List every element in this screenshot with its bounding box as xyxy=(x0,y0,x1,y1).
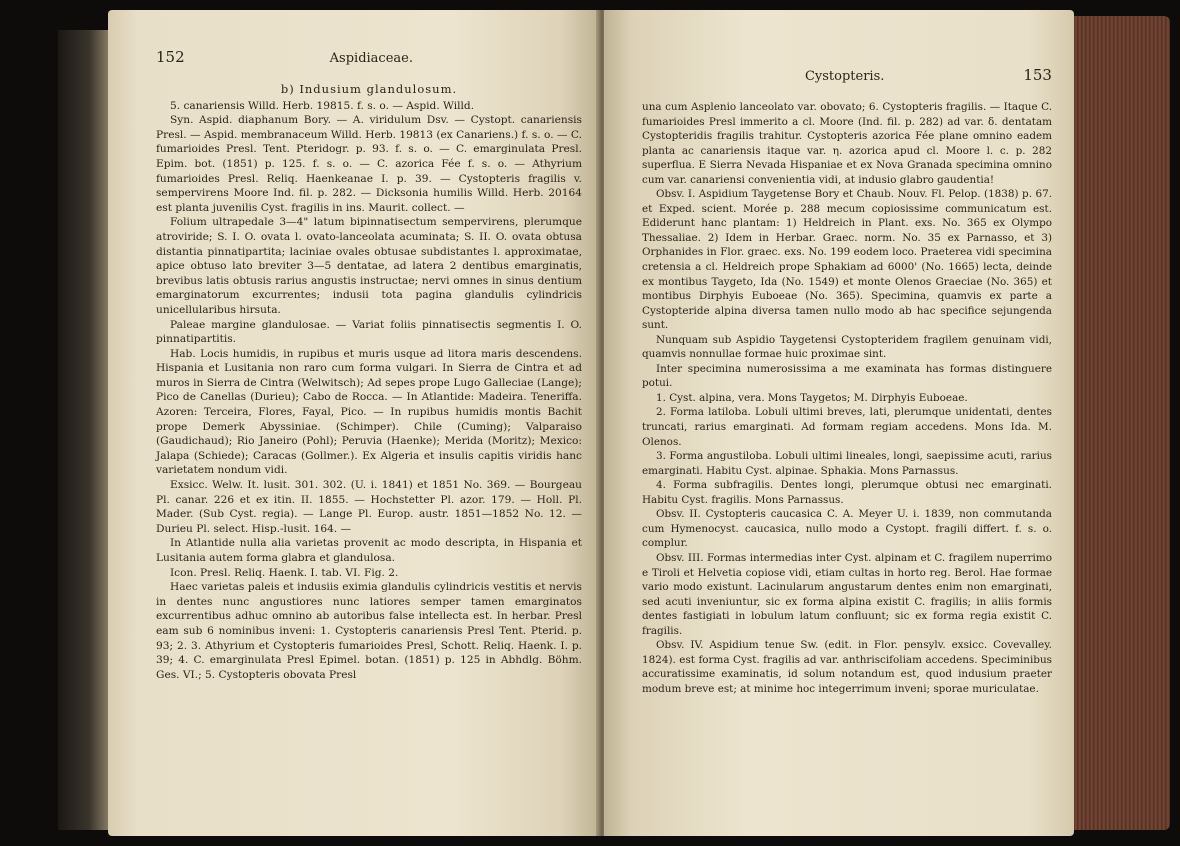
right-paragraph: Nunquam sub Aspidio Taygetensi Cystopteridem fragilem genuinam vidi, quamvis nonnullae formae huic proximae sint. xyxy=(642,333,1052,361)
left-paragraph: Paleae margine glandulosae. — Variat foliis pinnatisectis segmentis I. O. pinnatipartitis. xyxy=(156,318,582,346)
right-paragraph: Obsv. I. Aspidium Taygetense Bory et Chaub. Nouv. Fl. Pelop. (1838) p. 67. et Exped. scient. Morée p. 288 mecum copiosissime communicatum est. Ediderunt hanc plantam: 1) Heldreich in Plant. exs. No. 365 ex Olympo Thessaliae. 2) Idem in Herbar. Graec. norm. No. 35 ex Parnasso, et 3) Orphanides in Flor. graec. exs. No. 199 eodem loco. Praeterea vidi specimina cretensia a cl. Heldreich prope Sphakiam ad 6000' (No. 1665) lecta, deinde ex montibus Taygeto, Ida (No. 1549) et monte Olenos Graeciae (No. 365) et montibus Dirphyis Euboeae (No. 365). Specimina, quamvis ex parte a Cystopteride alpina diversa tamen nullo modo ab hac specifice sejungenda sunt. xyxy=(642,188,1052,332)
right-page xyxy=(604,10,1074,836)
right-page-number: 153 xyxy=(1023,66,1052,84)
left-paragraph: In Atlantide nulla alia varietas provenit ac modo descripta, in Hispania et Lusitania autem forma glabra et glandulosa. xyxy=(156,537,582,564)
right-paragraph: 4. Forma subfragilis. Dentes longi, plerumque obtusi nec emarginati. Habitu Cyst. fragilis. Mons Parnassus. xyxy=(642,479,1052,506)
right-paragraph: Obsv. IV. Aspidium tenue Sw. (edit. in Flor. pensylv. exsicc. Covevalley. 1824). est forma Cyst. fragilis ad var. anthriscifoliam accedens. Speciminibus accuratissime examinatis, id solum notandum est, quod indusium praeter modum breve est; at minime hoc integerrimum inveni; sporae muriculatae. xyxy=(642,639,1052,695)
left-paragraph: Syn. Aspid. diaphanum Bory. — A. viridulum Dsv. — Cystopt. canariensis Presl. — Aspid. membranaceum Willd. Herb. 19813 (ex Canariens.) f. s. o. — C. fumarioides Presl. Tent. Pteridogr. p. 93. f. s. o. — C. emarginulata Presl. Epim. bot. (1851) p. 125. f. s. o. — C. azorica Fée f. s. o. — Athyrium fumarioides Presl. Reliq. Haenkeanae I. p. 39. — Cystopteris fragilis v. sempervirens Moore Ind. fil. p. 282. — Dicksonia humilis Willd. Herb. 20164 est planta juvenilis Cyst. fragilis in ins. Maurit. collect. — xyxy=(156,114,582,214)
right-paragraph: una cum Asplenio lanceolato var. obovato; 6. Cystopteris fragilis. — Itaque C. fumarioides Presl immerito a cl. Moore (Ind. fil. p. 282) ad var. δ. dentatam Cystopteridis fragilis trahitur. Cystopteris azorica Fée plane omnino eadem planta ac canariensis itaque var. η. azorica apud cl. Moore l. c. p. 282 superflua. E Sierra Nevada Hispaniae et ex Nova Granada specimina omnino cum var. canariensi convenientia vidi, at indusio glabro gaudentia! xyxy=(642,101,1052,186)
left-paragraph: Icon. Presl. Reliq. Haenk. I. tab. VI. Fig. 2. xyxy=(170,566,399,579)
right-paragraph: 3. Forma angustiloba. Lobuli ultimi lineales, longi, saepissime acuti, rarius emarginati. Habitu Cyst. alpinae. Sphakia. Mons Parnassus. xyxy=(642,450,1052,477)
right-paragraph: Obsv. II. Cystopteris caucasica C. A. Meyer U. i. 1839, non commutanda cum Hymenocyst. caucasica, nullo modo a Cystopt. fragili differt. f. s. o. complur. xyxy=(642,508,1052,550)
left-page xyxy=(108,10,600,836)
right-running-head: Cystopteris. xyxy=(804,69,885,84)
right-paragraph: Inter specimina numerosissima a me examinata has formas distinguere potui. xyxy=(642,362,1052,390)
left-paragraph: 5. canariensis Willd. Herb. 19815. f. s. o. — Aspid. Willd. xyxy=(170,99,475,112)
right-paragraph: 1. Cyst. alpina, vera. Mons Taygetos; M. Dirphyis Euboeae. xyxy=(656,391,968,404)
left-page-header xyxy=(156,48,582,66)
left-paragraph: Hab. Locis humidis, in rupibus et muris usque ad litora maris descendens. Hispania et Lusitania non raro cum forma vulgari. In Sierra de Cintra et ad muros in Sierra de Cintra (Welwitsch); Ad sepes prope Lugo Galleciae (Lange); Pico de Canellas (Durieu); Cabo de Rocca. — In Atlantide: Madeira. Teneriffa. Azoren: Terceira, Flores, Fayal, Pico. — In rupibus humidis montis Bachit prope Demerk Abyssiniae. (Schimper). Chile (Cuming); Valparaiso (Gaudichaud); Rio Janeiro (Pohl); Peruvia (Haenke); Merida (Moritz); Mexico: Jalapa (Schiede); Caracas (Gollmer.). Ex Algeria et insulis capitis viridis hanc varietatem nondum vidi. xyxy=(156,347,582,477)
left-page-content xyxy=(156,48,582,682)
right-paragraph: 2. Forma latiloba. Lobuli ultimi breves, lati, plerumque unidentati, dentes truncati, rarius emarginati. Ad formam regiam accedens. Mons Ida. M. Olenos. xyxy=(642,406,1052,448)
left-running-head: Aspidiaceae. xyxy=(329,51,413,66)
left-paragraph: Haec varietas paleis et indusiis eximia glandulis cylindricis vestitis et nervis in dentes nunc angustiores nunc latiores semper tamen emarginatos excurrentibus adhuc omnino ab autoribus false intellecta est. In herbar. Presl eam sub 6 nominibus inveni: 1. Cystopteris canariensis Presl Tent. Pterid. p. 93; 2. 3. Athyrium et Cystopteris fumarioides Presl, Schott. Reliq. Haenk. I. p. 39; 4. C. emarginulata Presl Epimel. botan. (1851) p. 125 in Abhdlg. Böhm. Ges. VI.; 5. Cystopteris obovata Presl xyxy=(156,581,582,681)
right-page-content xyxy=(642,66,1052,696)
left-page-number: 152 xyxy=(156,48,185,66)
right-page-header xyxy=(642,66,1052,84)
book-edge-left xyxy=(58,30,110,830)
left-paragraph: Folium ultrapedale 3—4" latum bipinnatisectum sempervirens, plerumque atroviride; S. I. O. ovata l. ovato-lanceolata acuminata; S. II. O. ovata obtusa distantia pinnatipartita; laciniae ovales obtusae subdistantes l. approximatae, apice obtuso lato breviter 3—5 dentatae, ad latera 2 dentibus emarginatis, brevibus latis obtusis rarius angustis instructae; nervi omnes in sinus dentium emarginatorum excurrentes; indusii tota pagina glandulis cylindricis unicellularibus hirsuta. xyxy=(156,216,582,316)
left-paragraph: b) Indusium glandulosum. xyxy=(280,82,458,96)
right-paragraph: Obsv. III. Formas intermedias inter Cyst. alpinam et C. fragilem nuperrimo e Tiroli et Helvetia copiose vidi, etiam cultas in horto reg. Berol. Hae formae vario modo existunt. Lacinularum angustarum dentes enim non emarginati, sed acuti inveniuntur, sic ex forma alpina existit C. fragilis; in aliis formis dentes fastigiati in lobulum latum confluunt; sic ex forma regia existit C. fragilis. xyxy=(642,551,1052,637)
book-cover-edge-right xyxy=(1074,16,1170,830)
left-paragraph: Exsicc. Welw. It. lusit. 301. 302. (U. i. 1841) et 1851 No. 369. — Bourgeau Pl. canar. 226 et ex itin. II. 1855. — Hochstetter Pl. azor. 179. — Holl. Pl. Mader. (Sub Cyst. regia). — Lange Pl. Europ. austr. 1851—1852 No. 12. — Durieu Pl. select. Hisp.-lusit. 164. — xyxy=(156,479,582,535)
